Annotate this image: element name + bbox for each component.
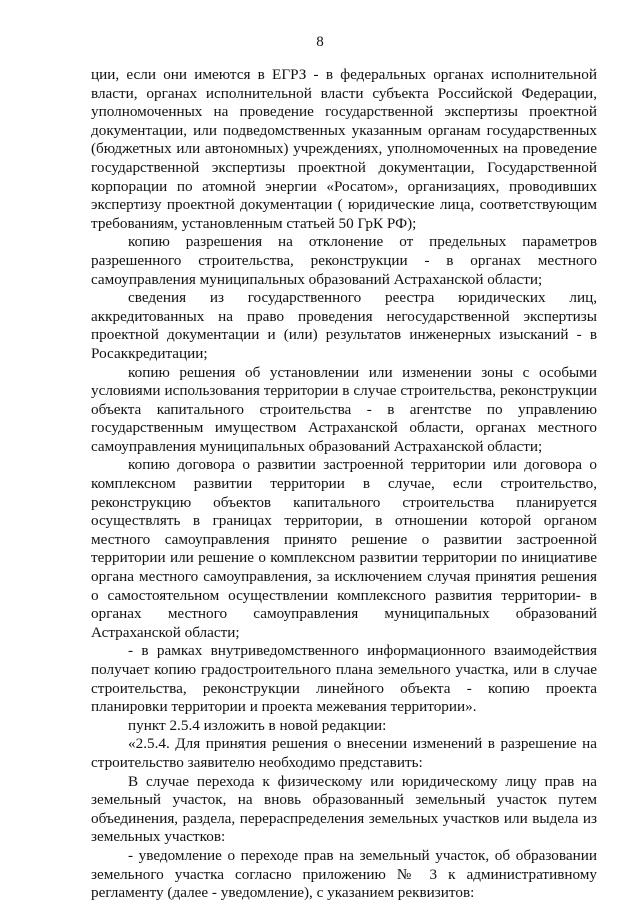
- paragraph-continuation: ции, если они имеются в ЕГРЗ - в федеральных органах исполнительной власти, органах исполнительной власти субъекта Российской Федерации, уполномоченных на проведение государственной экспертизы проектной документации, или подведомственных указанным органам государственных (бюджетных или автономных) учреждениях, уполномоченных на проведение государственной экспертизы проектной документации, Государственной корпорации по атомной энергии «Росатом», организациях, проводивших экспертизу проектной документации ( юридические лица, соответствующим требованиям, установленным статьей 50 ГрК РФ);: [91, 66, 597, 232]
- page-number: 8: [316, 34, 324, 50]
- paragraph-accredited-registry: сведения из государственного реестра юридических лиц, аккредитованных на право проведения негосударственной экспертизы проектной документации и (или) результатов инженерных изысканий - в Росаккредитации;: [91, 289, 597, 362]
- paragraph-interagency: - в рамках внутриведомственного информационного взаимодействия получает копию градостроительного плана земельного участка, или в случае строительства, реконструкции линейного объекта - копию проекта планировки территории и проекта межевания территории».: [91, 642, 597, 716]
- document-body: [91, 66, 597, 903]
- paragraph-clause-2-5-4: «2.5.4. Для принятия решения о внесении изменений в разрешение на строительство заявителю необходимо представить:: [91, 735, 597, 771]
- paragraph-notification: - уведомление о переходе прав на земельный участок, об образовании земельного участка согласно приложению № 3 к административному регламенту (далее - уведомление), с указанием реквизитов:: [91, 846, 597, 902]
- paragraph-territory-development: копию договора о развитии застроенной территории или договора о комплексном развитии территории в случае, если строительство, реконструкцию объектов капитального строительства планируется осуществлять в границах территории, в отношении которой органом местного самоуправления принято решение о развитии застроенной территории или решение о комплексном развитии территории по инициативе органа местного самоуправления, за исключением случая принятия решения о самостоятельном осуществлении комплексного развития территории- в органах местного самоуправления муниципальных образований Астраханской области;: [91, 456, 597, 641]
- paragraph-clause-amend: пункт 2.5.4 изложить в новой редакции:: [128, 716, 387, 734]
- paragraph-special-zone: копию решения об установлении или изменении зоны с особыми условиями использования территории в случае строительства, реконструкции объекта капитального строительства - в агентстве по управлению государственным имуществом Астраханской области, органах местного самоуправления муниципальных образований Астраханской области;: [91, 363, 597, 455]
- paragraph-deviation-permit: копию разрешения на отклонение от предельных параметров разрешенного строительства, реконструкции - в органах местного самоуправления муниципальных образований Астраханской области;: [91, 233, 597, 288]
- paragraph-land-transfer: В случае перехода к физическому или юридическому лицу прав на земельный участок, на вновь образованный земельный участок путем объединения, раздела, перераспределения земельных участков или выдела из земельных участков:: [91, 772, 597, 846]
